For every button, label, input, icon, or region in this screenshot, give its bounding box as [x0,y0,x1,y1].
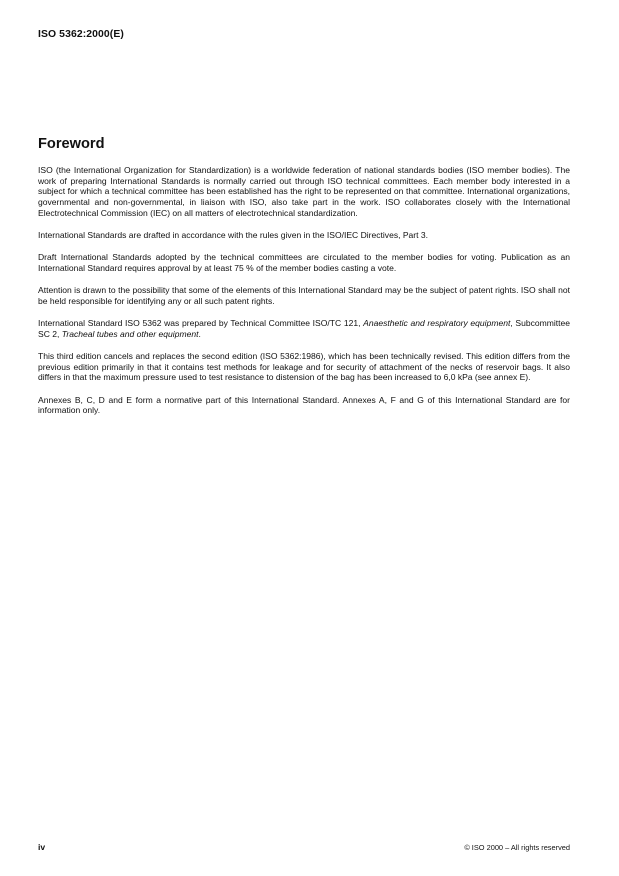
paragraph-directives: International Standards are drafted in accordance with the rules given in the ISO/IEC Directives, Part 3. [38,230,429,241]
document-id-header: ISO 5362:2000(E) [38,29,124,40]
paragraph-annexes: Annexes B, C, D and E form a normative part of this International Standard. Annexes A, F and G of this International Standard are for information only. [38,394,570,416]
subcommittee-name: Tracheal tubes and other equipment [61,328,199,339]
prepared-by-text-3: . [198,328,201,339]
committee-name: Anaesthetic and respiratory equipment [363,318,511,329]
prepared-by-text-1: International Standard ISO 5362 was prepared by Technical Committee ISO/TC 121, [38,318,364,329]
paragraph-patent-rights: Attention is drawn to the possibility that some of the elements of this International Standard may be the subject of patent rights. ISO shall not be held responsible for identifying any or all such patent rights. [38,285,570,306]
paragraph-edition-changes: This third edition cancels and replaces the second edition (ISO 5362:1986), which has been technically revised. This edition differs from the previous edition primarily in that it contains test methods for leakage and for security of attachment of the necks of reservoir bags. It also differs in that the maximum pressure used to test resistance to distension of the bag has been increased to 6,0 kPa (see annex E). [38,350,570,383]
paragraph-prepared-by [38,318,570,339]
page-title: Foreword [38,136,105,152]
prepared-by-text-2: , Subcommittee SC 2, [38,318,570,339]
page-number: iv [38,842,46,852]
paragraph-iso-overview: ISO (the International Organization for Standardization) is a worldwide federation of national standards bodies (ISO member bodies). The work of preparing International Standards is normally carried out through ISO technical committees. Each member body interested in a subject for which a technical committee has been established has the right to be represented on that committee. International organizations, governmental and non-governmental, in liaison with ISO, also take part in the work. ISO collaborates closely with the International Electrotechnical Commission (IEC) on all matters of electrotechnical standardization. [38,165,570,218]
foreword-body [38,165,570,427]
paragraph-voting: Draft International Standards adopted by the technical committees are circulated to the member bodies for voting. Publication as an International Standard requires approval by at least 75 % of the member bodies casting a vote. [38,252,570,273]
copyright-notice: © ISO 2000 – All rights reserved [464,843,570,852]
